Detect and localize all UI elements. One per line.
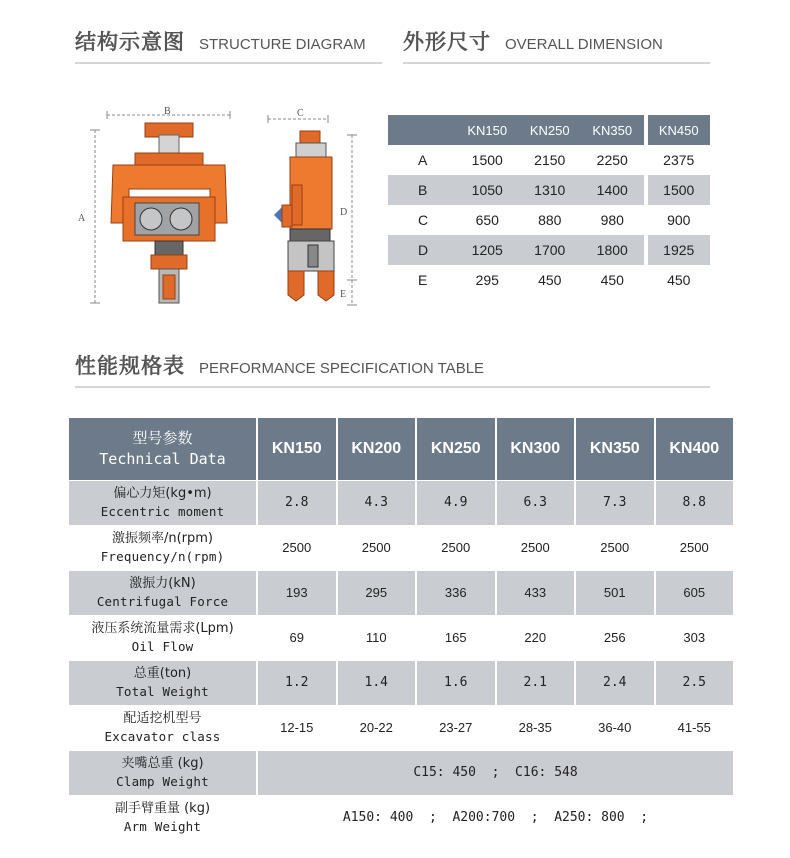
- dimension-cell: 1500: [471, 152, 503, 168]
- dimension-divider: [403, 62, 710, 64]
- spec-row-label: [69, 525, 257, 570]
- spec-row-oil-flow: [69, 615, 734, 660]
- dimension-header-row: [388, 115, 710, 145]
- spec-row-label: [69, 480, 257, 525]
- spec-cell: 2500: [257, 525, 337, 570]
- spec-cell: 7.3: [575, 480, 655, 525]
- dimension-cell: 980: [600, 212, 624, 228]
- spec-label-en: Arm Weight: [123, 818, 202, 834]
- dimension-row: [388, 205, 710, 235]
- spec-cell: 2500: [575, 525, 655, 570]
- spec-row-centrifugal-force: [69, 570, 734, 615]
- dim-label-d: D: [340, 207, 348, 218]
- dimension-heading: [403, 26, 663, 56]
- spec-label-cn: 液压系统流量需求(Lpm): [91, 620, 234, 636]
- dimension-row-label: E: [418, 272, 428, 288]
- performance-title-en: PERFORMANCE SPECIFICATION TABLE: [199, 360, 485, 377]
- spec-cell: 501: [575, 570, 655, 615]
- dimension-row: [388, 235, 710, 265]
- spec-cell: 69: [257, 615, 337, 660]
- spec-label-en: Eccentric moment: [100, 503, 225, 519]
- side-view-diagram: [260, 105, 365, 310]
- performance-title-cn: 性能规格表: [75, 354, 185, 378]
- dim-label-c: C: [297, 108, 304, 119]
- spec-row-arm-weight: [69, 795, 734, 840]
- spec-cell: 4.9: [416, 480, 496, 525]
- spec-label-cn: 配适挖机型号: [123, 710, 202, 726]
- spec-label-en: Centrifugal Force: [96, 593, 229, 609]
- spec-cell: 2500: [416, 525, 496, 570]
- spec-row-clamp-weight: [69, 750, 734, 795]
- spec-cell: 2.4: [575, 660, 655, 705]
- dimension-cell: 1500: [648, 175, 711, 205]
- arm-weight-value: A150: 400 ; A200:700 ; A250: 800 ;: [257, 795, 734, 840]
- dimension-header-cell: KN150: [456, 115, 519, 145]
- spec-cell: 4.3: [337, 480, 417, 525]
- dimension-header-cell: KN250: [519, 115, 582, 145]
- dimension-header-cell: KN350: [581, 115, 644, 145]
- dimension-table: [388, 115, 710, 295]
- dimension-row-label: B: [388, 175, 456, 205]
- spec-row-label: [69, 750, 257, 795]
- performance-divider: [75, 386, 710, 388]
- spec-cell: 41-55: [655, 705, 735, 750]
- dimension-cell: 1310: [519, 175, 582, 205]
- dimension-cell: 880: [538, 212, 562, 228]
- dim-label-b: B: [164, 106, 171, 117]
- performance-header-row: [69, 418, 734, 480]
- model-header: KN300: [496, 418, 576, 480]
- spec-cell: 2.5: [655, 660, 735, 705]
- performance-heading: [75, 350, 484, 380]
- spec-label-en: Total Weight: [116, 683, 209, 699]
- spec-cell: 110: [337, 615, 417, 660]
- dimension-cell: 1925: [648, 235, 711, 265]
- dimension-row-label: A: [418, 152, 428, 168]
- dimension-row: [388, 175, 710, 205]
- spec-cell: 1.4: [337, 660, 417, 705]
- model-header: KN400: [655, 418, 735, 480]
- spec-row-label: [69, 795, 257, 840]
- dimension-header-cell: KN450: [648, 115, 711, 145]
- spec-cell: 1.6: [416, 660, 496, 705]
- dimension-cell: 2250: [596, 152, 628, 168]
- spec-cell: 8.8: [655, 480, 735, 525]
- dimension-cell: 1700: [519, 235, 582, 265]
- dimension-cell: 2375: [663, 152, 695, 168]
- spec-row-eccentric-moment: [69, 480, 734, 525]
- spec-cell: 165: [416, 615, 496, 660]
- spec-cell: 295: [337, 570, 417, 615]
- spec-row-label: [69, 660, 257, 705]
- spec-label-cn: 偏心力矩(kg•m): [113, 485, 212, 501]
- dimension-cell: 1400: [581, 175, 644, 205]
- dimension-cell: 450: [667, 272, 691, 288]
- header-param-en: Technical Data: [99, 449, 226, 468]
- front-view-diagram: [75, 105, 245, 310]
- spec-label-en: Frequency/n(rpm): [100, 548, 225, 564]
- dimension-cell: 1050: [456, 175, 519, 205]
- spec-cell: 12-15: [257, 705, 337, 750]
- performance-header-param: [69, 418, 257, 480]
- dimension-header-blank: [388, 115, 456, 145]
- spec-label-en: Clamp Weight: [116, 773, 209, 789]
- structure-title-en: STRUCTURE DIAGRAM: [199, 36, 366, 53]
- dimension-row: [388, 145, 710, 175]
- dimension-cell: 295: [475, 272, 499, 288]
- dimension-row-label: C: [418, 212, 429, 228]
- dim-label-e: E: [340, 289, 347, 300]
- spec-label-en: Oil Flow: [131, 638, 194, 654]
- dimension-title-en: OVERALL DIMENSION: [505, 36, 663, 53]
- model-header: KN200: [337, 418, 417, 480]
- spec-row-excavator-class: [69, 705, 734, 750]
- dimension-cell: 650: [475, 212, 499, 228]
- spec-row-label: [69, 705, 257, 750]
- structure-title-cn: 结构示意图: [75, 30, 185, 54]
- spec-cell: 36-40: [575, 705, 655, 750]
- spec-cell: 2.1: [496, 660, 576, 705]
- spec-cell: 23-27: [416, 705, 496, 750]
- spec-cell: 2500: [337, 525, 417, 570]
- dimension-cell: 1800: [581, 235, 644, 265]
- dim-label-a: A: [78, 213, 86, 224]
- model-header: KN250: [416, 418, 496, 480]
- spec-label-cn: 夹嘴总重 (kg): [121, 755, 204, 771]
- spec-row-frequency: [69, 525, 734, 570]
- spec-cell: 336: [416, 570, 496, 615]
- clamp-weight-value: C15: 450 ; C16: 548: [257, 750, 734, 795]
- spec-cell: 193: [257, 570, 337, 615]
- spec-cell: 2.8: [257, 480, 337, 525]
- spec-cell: 28-35: [496, 705, 576, 750]
- spec-cell: 1.2: [257, 660, 337, 705]
- spec-cell: 303: [655, 615, 735, 660]
- spec-label-en: Excavator class: [104, 728, 221, 744]
- spec-cell: 256: [575, 615, 655, 660]
- dimension-row: [388, 265, 710, 295]
- structure-heading: [75, 26, 366, 56]
- spec-cell: 2500: [655, 525, 735, 570]
- structure-divider: [75, 62, 382, 64]
- spec-cell: 6.3: [496, 480, 576, 525]
- spec-cell: 433: [496, 570, 576, 615]
- spec-label-cn: 总重(ton): [133, 665, 192, 681]
- spec-row-label: [69, 570, 257, 615]
- spec-label-cn: 激振频率/n(rpm): [111, 530, 214, 546]
- dimension-row-label: D: [388, 235, 456, 265]
- spec-cell: 605: [655, 570, 735, 615]
- spec-cell: 20-22: [337, 705, 417, 750]
- spec-cell: 2500: [496, 525, 576, 570]
- spec-row-total-weight: [69, 660, 734, 705]
- dimension-cell: 900: [667, 212, 691, 228]
- model-header: KN150: [257, 418, 337, 480]
- dimension-cell: 1205: [456, 235, 519, 265]
- dimension-cell: 450: [538, 272, 562, 288]
- performance-table: [69, 418, 735, 841]
- spec-cell: 220: [496, 615, 576, 660]
- dimension-cell: 2150: [534, 152, 566, 168]
- dimension-title-cn: 外形尺寸: [403, 30, 491, 54]
- spec-label-cn: 副手臂重量 (kg): [114, 800, 211, 816]
- spec-row-label: [69, 615, 257, 660]
- header-param-cn: 型号参数: [132, 428, 193, 447]
- spec-label-cn: 激振力(kN): [129, 575, 196, 591]
- dimension-cell: 450: [600, 272, 624, 288]
- model-header: KN350: [575, 418, 655, 480]
